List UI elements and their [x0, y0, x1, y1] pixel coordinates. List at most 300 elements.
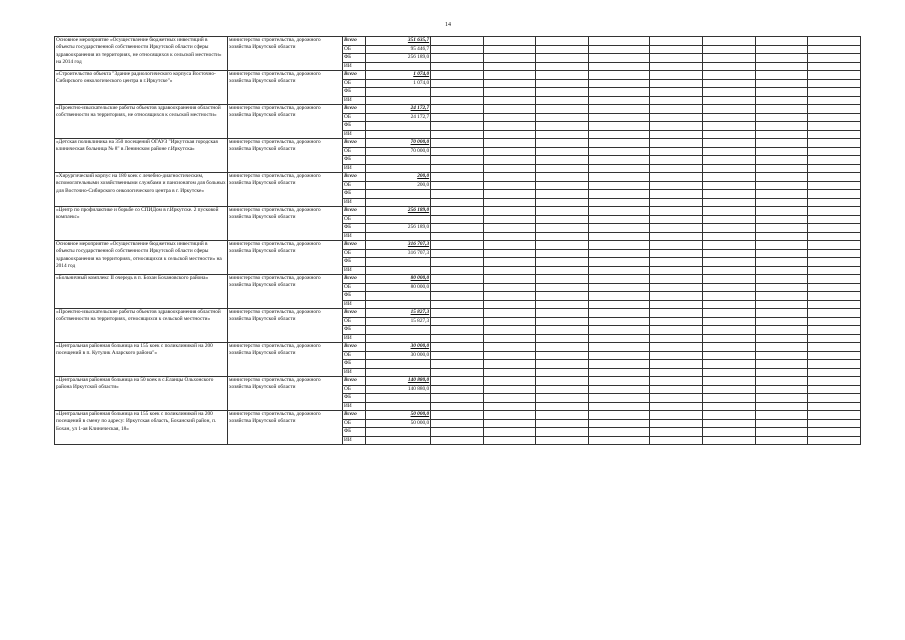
empty-cell: [536, 71, 589, 80]
empty-cell: [431, 351, 484, 360]
amount-other-sources: [365, 266, 431, 275]
empty-cell: [702, 139, 755, 148]
empty-cell: [483, 54, 536, 63]
empty-cell: [483, 62, 536, 71]
empty-cell: [483, 37, 536, 46]
empty-cell: [650, 62, 703, 71]
empty-cell: [536, 139, 589, 148]
empty-cell: [755, 292, 808, 301]
empty-cell: [589, 62, 650, 71]
page-number: 14: [445, 22, 451, 28]
amount-regional-budget: 70 000,0: [365, 147, 431, 156]
table-row: [55, 105, 861, 114]
empty-cell: [589, 215, 650, 224]
empty-cell: [702, 275, 755, 284]
empty-cell: [536, 79, 589, 88]
empty-cell: [808, 419, 861, 428]
empty-cell: [808, 62, 861, 71]
empty-cell: [755, 266, 808, 275]
empty-cell: [755, 173, 808, 182]
empty-cell: [589, 309, 650, 318]
source-label: ФБ: [343, 88, 366, 97]
empty-cell: [702, 241, 755, 250]
amount-total: 1 074,0: [365, 71, 431, 80]
empty-cell: [536, 266, 589, 275]
amount-federal-budget: [365, 156, 431, 165]
empty-cell: [808, 343, 861, 352]
empty-cell: [536, 96, 589, 105]
empty-cell: [536, 428, 589, 437]
empty-cell: [589, 113, 650, 122]
activity-name: «Центр по профилактике и борьбе со СПИДом в г.Иркутске. 2 пусковой комплекс»: [55, 207, 228, 241]
amount-regional-budget: 15 827,3: [365, 317, 431, 326]
amount-total: 50 000,0: [365, 411, 431, 420]
source-label: Всего: [343, 105, 366, 114]
empty-cell: [431, 164, 484, 173]
empty-cell: [536, 292, 589, 301]
empty-cell: [755, 283, 808, 292]
empty-cell: [702, 198, 755, 207]
empty-cell: [755, 224, 808, 233]
table-row: [55, 71, 861, 80]
empty-cell: [589, 181, 650, 190]
amount-other-sources: [365, 232, 431, 241]
empty-cell: [589, 164, 650, 173]
empty-cell: [808, 232, 861, 241]
empty-cell: [702, 343, 755, 352]
empty-cell: [431, 292, 484, 301]
amount-total: 256 189,0: [365, 207, 431, 216]
executor-cell: министерство строительства, дорожного хозяйства Иркутской области: [228, 377, 343, 411]
empty-cell: [808, 198, 861, 207]
empty-cell: [650, 130, 703, 139]
amount-regional-budget: 95 446,7: [365, 45, 431, 54]
source-label: ОБ: [343, 147, 366, 156]
empty-cell: [650, 360, 703, 369]
amount-total: 24 172,7: [365, 105, 431, 114]
budget-table-body: [55, 37, 861, 445]
empty-cell: [483, 113, 536, 122]
empty-cell: [589, 402, 650, 411]
empty-cell: [589, 351, 650, 360]
empty-cell: [536, 343, 589, 352]
amount-regional-budget: 1 074,0: [365, 79, 431, 88]
empty-cell: [536, 385, 589, 394]
empty-cell: [483, 411, 536, 420]
empty-cell: [431, 62, 484, 71]
source-label: ФБ: [343, 292, 366, 301]
empty-cell: [702, 411, 755, 420]
empty-cell: [483, 360, 536, 369]
source-label: Всего: [343, 309, 366, 318]
empty-cell: [808, 309, 861, 318]
empty-cell: [589, 411, 650, 420]
table-row: [55, 207, 861, 216]
empty-cell: [431, 300, 484, 309]
source-label: ОБ: [343, 215, 366, 224]
empty-cell: [808, 394, 861, 403]
empty-cell: [702, 215, 755, 224]
executor-cell: министерство строительства, дорожного хозяйства Иркутской области: [228, 71, 343, 105]
empty-cell: [536, 377, 589, 386]
amount-federal-budget: 256 189,0: [365, 224, 431, 233]
empty-cell: [536, 249, 589, 258]
empty-cell: [808, 88, 861, 97]
empty-cell: [755, 394, 808, 403]
table-row: [55, 241, 861, 250]
empty-cell: [589, 317, 650, 326]
empty-cell: [702, 283, 755, 292]
empty-cell: [589, 207, 650, 216]
empty-cell: [483, 377, 536, 386]
empty-cell: [589, 105, 650, 114]
activity-name: Основное мероприятие «Осуществление бюджетных инвестиций в объекты государственной собственности Иркутской области сферы здравоохранения на территориях, относящихся к сельской местности» на 2014 год: [55, 241, 228, 275]
amount-federal-budget: [365, 394, 431, 403]
empty-cell: [536, 88, 589, 97]
empty-cell: [755, 62, 808, 71]
source-label: ФБ: [343, 428, 366, 437]
source-label: ОБ: [343, 79, 366, 88]
executor-cell: министерство строительства, дорожного хозяйства Иркутской области: [228, 105, 343, 139]
empty-cell: [650, 394, 703, 403]
empty-cell: [589, 130, 650, 139]
empty-cell: [483, 207, 536, 216]
empty-cell: [808, 385, 861, 394]
empty-cell: [536, 241, 589, 250]
empty-cell: [650, 326, 703, 335]
empty-cell: [808, 275, 861, 284]
empty-cell: [589, 122, 650, 131]
empty-cell: [431, 190, 484, 199]
empty-cell: [483, 164, 536, 173]
empty-cell: [702, 436, 755, 445]
empty-cell: [808, 317, 861, 326]
empty-cell: [483, 215, 536, 224]
empty-cell: [536, 283, 589, 292]
source-label: ОБ: [343, 283, 366, 292]
empty-cell: [702, 377, 755, 386]
empty-cell: [431, 275, 484, 284]
empty-cell: [808, 113, 861, 122]
empty-cell: [431, 88, 484, 97]
empty-cell: [808, 241, 861, 250]
empty-cell: [702, 207, 755, 216]
empty-cell: [755, 428, 808, 437]
empty-cell: [483, 436, 536, 445]
empty-cell: [431, 360, 484, 369]
empty-cell: [650, 79, 703, 88]
empty-cell: [702, 88, 755, 97]
source-label: ФБ: [343, 224, 366, 233]
amount-federal-budget: [365, 190, 431, 199]
empty-cell: [808, 326, 861, 335]
empty-cell: [431, 198, 484, 207]
executor-cell: министерство строительства, дорожного хозяйства Иркутской области: [228, 241, 343, 275]
empty-cell: [755, 207, 808, 216]
empty-cell: [431, 105, 484, 114]
empty-cell: [650, 164, 703, 173]
empty-cell: [808, 249, 861, 258]
empty-cell: [483, 232, 536, 241]
empty-cell: [755, 215, 808, 224]
empty-cell: [650, 300, 703, 309]
empty-cell: [650, 292, 703, 301]
source-label: ИИ: [343, 130, 366, 139]
empty-cell: [755, 147, 808, 156]
empty-cell: [431, 130, 484, 139]
empty-cell: [755, 411, 808, 420]
empty-cell: [755, 326, 808, 335]
empty-cell: [536, 275, 589, 284]
empty-cell: [431, 266, 484, 275]
empty-cell: [650, 105, 703, 114]
empty-cell: [755, 241, 808, 250]
source-label: ОБ: [343, 45, 366, 54]
amount-regional-budget: 50 000,0: [365, 419, 431, 428]
empty-cell: [431, 139, 484, 148]
empty-cell: [650, 343, 703, 352]
empty-cell: [431, 96, 484, 105]
empty-cell: [589, 232, 650, 241]
source-label: ФБ: [343, 190, 366, 199]
activity-name: «Проектно-изыскательские работы объектов здравоохранения областной собственности на территориях, относящихся к сельской местности»: [55, 309, 228, 343]
empty-cell: [650, 266, 703, 275]
source-label: ИИ: [343, 62, 366, 71]
empty-cell: [483, 147, 536, 156]
amount-regional-budget: 30 000,0: [365, 351, 431, 360]
empty-cell: [536, 130, 589, 139]
source-label: ИИ: [343, 266, 366, 275]
empty-cell: [808, 156, 861, 165]
source-label: ФБ: [343, 326, 366, 335]
empty-cell: [755, 105, 808, 114]
empty-cell: [650, 309, 703, 318]
amount-federal-budget: [365, 88, 431, 97]
empty-cell: [702, 258, 755, 267]
empty-cell: [650, 113, 703, 122]
empty-cell: [755, 71, 808, 80]
empty-cell: [431, 147, 484, 156]
empty-cell: [536, 360, 589, 369]
empty-cell: [650, 385, 703, 394]
empty-cell: [536, 156, 589, 165]
empty-cell: [431, 215, 484, 224]
empty-cell: [589, 241, 650, 250]
table-row: [55, 343, 861, 352]
empty-cell: [431, 317, 484, 326]
empty-cell: [650, 224, 703, 233]
empty-cell: [808, 71, 861, 80]
empty-cell: [483, 419, 536, 428]
empty-cell: [483, 139, 536, 148]
empty-cell: [755, 181, 808, 190]
empty-cell: [808, 54, 861, 63]
empty-cell: [702, 266, 755, 275]
source-label: ИИ: [343, 96, 366, 105]
executor-cell: министерство строительства, дорожного хозяйства Иркутской области: [228, 173, 343, 207]
empty-cell: [650, 241, 703, 250]
empty-cell: [755, 385, 808, 394]
amount-regional-budget: 80 000,0: [365, 283, 431, 292]
amount-regional-budget: 140 880,0: [365, 385, 431, 394]
empty-cell: [536, 190, 589, 199]
amount-federal-budget: 256 189,0: [365, 54, 431, 63]
empty-cell: [755, 79, 808, 88]
empty-cell: [431, 411, 484, 420]
empty-cell: [650, 156, 703, 165]
empty-cell: [702, 419, 755, 428]
amount-total: 200,0: [365, 173, 431, 182]
amount-total: 70 000,0: [365, 139, 431, 148]
empty-cell: [483, 45, 536, 54]
empty-cell: [808, 139, 861, 148]
source-label: ОБ: [343, 181, 366, 190]
empty-cell: [589, 37, 650, 46]
table-row: [55, 411, 861, 420]
source-label: Всего: [343, 241, 366, 250]
empty-cell: [431, 436, 484, 445]
budget-table: [54, 36, 861, 445]
empty-cell: [431, 402, 484, 411]
empty-cell: [589, 249, 650, 258]
activity-name: «Больничный комплекс II очередь в п. Бохан Бохановского района»: [55, 275, 228, 309]
empty-cell: [650, 173, 703, 182]
amount-other-sources: [365, 130, 431, 139]
empty-cell: [589, 428, 650, 437]
empty-cell: [589, 266, 650, 275]
empty-cell: [431, 45, 484, 54]
empty-cell: [650, 71, 703, 80]
activity-name: «Детская поликлиника на 350 посещений ОГАУЗ "Иркутская городская клиническая больница № 8" в Ленинском районе г.Иркутска»: [55, 139, 228, 173]
amount-total: 15 827,3: [365, 309, 431, 318]
empty-cell: [650, 411, 703, 420]
empty-cell: [755, 232, 808, 241]
empty-cell: [808, 45, 861, 54]
empty-cell: [431, 122, 484, 131]
empty-cell: [702, 190, 755, 199]
empty-cell: [755, 249, 808, 258]
amount-other-sources: [365, 96, 431, 105]
amount-total: 30 000,0: [365, 343, 431, 352]
empty-cell: [755, 368, 808, 377]
amount-regional-budget: 24 172,7: [365, 113, 431, 122]
empty-cell: [755, 309, 808, 318]
empty-cell: [483, 300, 536, 309]
empty-cell: [808, 207, 861, 216]
empty-cell: [755, 37, 808, 46]
empty-cell: [483, 88, 536, 97]
executor-cell: министерство строительства, дорожного хозяйства Иркутской области: [228, 139, 343, 173]
empty-cell: [483, 198, 536, 207]
source-label: ИИ: [343, 198, 366, 207]
empty-cell: [483, 368, 536, 377]
empty-cell: [702, 181, 755, 190]
empty-cell: [755, 351, 808, 360]
empty-cell: [650, 232, 703, 241]
empty-cell: [483, 79, 536, 88]
empty-cell: [650, 283, 703, 292]
empty-cell: [536, 215, 589, 224]
source-label: ИИ: [343, 402, 366, 411]
source-label: Всего: [343, 207, 366, 216]
empty-cell: [650, 37, 703, 46]
empty-cell: [483, 402, 536, 411]
source-label: Всего: [343, 275, 366, 284]
empty-cell: [536, 113, 589, 122]
executor-cell: министерство строительства, дорожного хозяйства Иркутской области: [228, 411, 343, 445]
source-label: ОБ: [343, 419, 366, 428]
empty-cell: [650, 258, 703, 267]
empty-cell: [589, 300, 650, 309]
empty-cell: [431, 419, 484, 428]
empty-cell: [536, 62, 589, 71]
empty-cell: [589, 79, 650, 88]
table-row: [55, 275, 861, 284]
empty-cell: [589, 394, 650, 403]
table-row: [55, 173, 861, 182]
empty-cell: [702, 164, 755, 173]
empty-cell: [536, 436, 589, 445]
empty-cell: [536, 411, 589, 420]
empty-cell: [536, 37, 589, 46]
empty-cell: [431, 232, 484, 241]
executor-cell: министерство строительства, дорожного хозяйства Иркутской области: [228, 207, 343, 241]
empty-cell: [755, 190, 808, 199]
empty-cell: [483, 181, 536, 190]
empty-cell: [702, 122, 755, 131]
empty-cell: [536, 181, 589, 190]
empty-cell: [483, 71, 536, 80]
empty-cell: [536, 309, 589, 318]
empty-cell: [755, 113, 808, 122]
empty-cell: [650, 402, 703, 411]
empty-cell: [536, 45, 589, 54]
table-row: [55, 377, 861, 386]
empty-cell: [808, 351, 861, 360]
empty-cell: [589, 343, 650, 352]
empty-cell: [431, 71, 484, 80]
empty-cell: [808, 258, 861, 267]
table-row: [55, 309, 861, 318]
amount-federal-budget: [365, 360, 431, 369]
empty-cell: [702, 37, 755, 46]
empty-cell: [589, 156, 650, 165]
empty-cell: [702, 79, 755, 88]
empty-cell: [589, 377, 650, 386]
empty-cell: [650, 139, 703, 148]
empty-cell: [808, 224, 861, 233]
empty-cell: [808, 360, 861, 369]
empty-cell: [483, 428, 536, 437]
executor-cell: министерство строительства, дорожного хозяйства Иркутской области: [228, 309, 343, 343]
empty-cell: [431, 54, 484, 63]
source-label: ИИ: [343, 232, 366, 241]
amount-regional-budget: 200,0: [365, 181, 431, 190]
empty-cell: [808, 96, 861, 105]
empty-cell: [702, 156, 755, 165]
empty-cell: [589, 96, 650, 105]
empty-cell: [431, 37, 484, 46]
empty-cell: [808, 411, 861, 420]
empty-cell: [808, 130, 861, 139]
empty-cell: [755, 334, 808, 343]
empty-cell: [702, 105, 755, 114]
empty-cell: [536, 207, 589, 216]
empty-cell: [431, 309, 484, 318]
amount-regional-budget: [365, 215, 431, 224]
empty-cell: [483, 96, 536, 105]
amount-other-sources: [365, 368, 431, 377]
